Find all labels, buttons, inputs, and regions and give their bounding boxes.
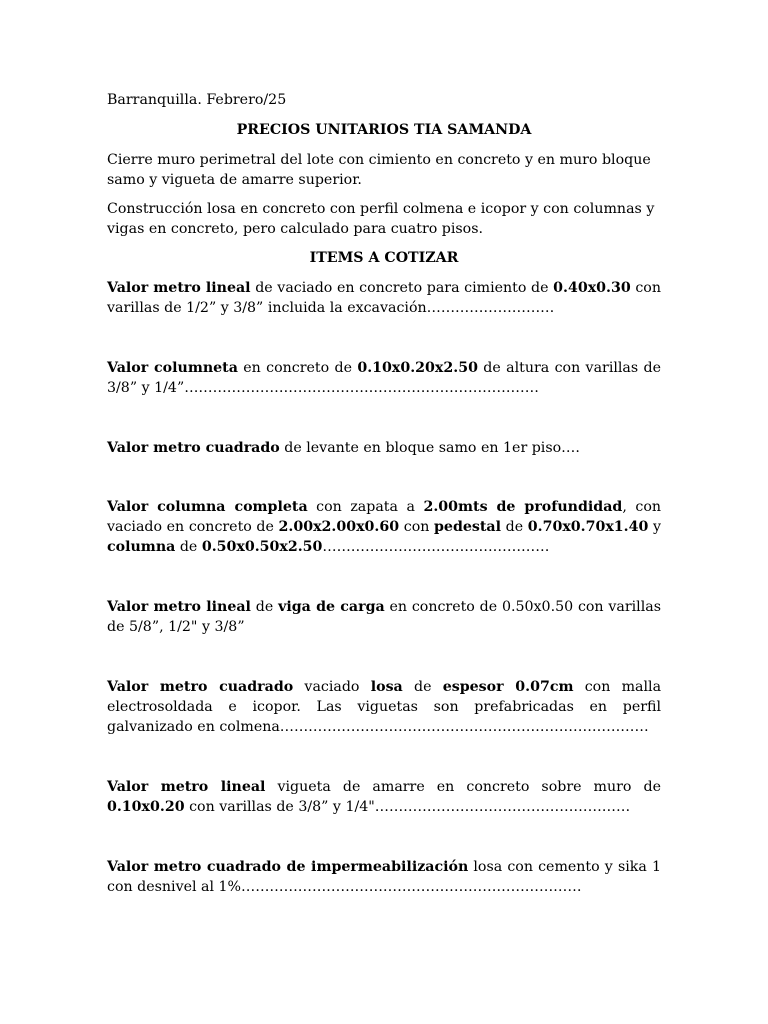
item-text: con varillas de 1/2” y 3/8” incluida la excavación……………………… [107,280,661,316]
item-depth: 2.00mts de profundidad [423,499,623,515]
item-text: vaciado [293,679,371,695]
item-dimension: 0.70x0.70x1.40 [527,519,649,535]
item-text: de [175,539,202,555]
item-text: de levante en bloque samo en 1er piso…. [279,440,580,456]
item-cimiento [107,278,661,318]
item-text: vigueta de amarre en concreto sobre muro de [265,779,662,795]
item-keyword: espesor 0.07cm [442,679,574,695]
date-line: Barranquilla. Febrero/25 [107,92,287,108]
item-keyword: columna [107,539,176,555]
item-text: en concreto de 0.50x0.50 con varillas de 5/8”, 1/2" y 3/8” [107,599,661,635]
item-keyword: losa [370,679,403,695]
item-label: Valor metro lineal [107,280,251,296]
item-label: Valor metro lineal [107,779,266,795]
item-dimension: 0.50x0.50x2.50 [201,539,323,555]
item-text: , con vaciado en concreto de [107,499,661,535]
item-text: y [648,519,661,535]
item-text: de [501,519,528,535]
item-keyword: pedestal [434,519,502,535]
item-dimension: 0.10x0.20 [107,799,185,815]
items-title: ITEMS A COTIZAR [309,250,459,266]
item-text: ………………………………………… [322,539,550,555]
item-label: Valor metro cuadrado [107,679,294,695]
item-text: con zapata a [307,499,424,515]
item-text: con malla electrosoldada e icopor. Las viguetas son prefabricadas en perfil galvanizado en colmena…………………………………………………………………… [107,679,662,735]
item-label: Valor metro cuadrado [107,440,280,456]
item-label: Valor metro cuadrado de impermeabilización [107,859,469,875]
intro-paragraph-1: Cierre muro perimetral del lote con cimiento en concreto y en muro bloque samo y vigueta de amarre superior. [107,152,651,188]
item-text: con [399,519,434,535]
item-text: con varillas de 3/8” y 1/4"……………………………………………… [184,799,631,815]
item-label: Valor columna completa [107,499,308,515]
item-losa [107,677,661,737]
item-dimension: 2.00x2.00x0.60 [278,519,400,535]
item-keyword: viga de carga [278,599,385,615]
item-text: de altura con varillas de 3/8” y 1/4”………………………………………………………………… [107,360,661,396]
item-text: de [250,599,279,615]
item-label: Valor columneta [107,360,238,376]
item-dimension: 0.10x0.20x2.50 [357,360,478,376]
item-dimension: 0.40x0.30 [553,280,631,296]
item-text: de [402,679,443,695]
document-title: PRECIOS UNITARIOS TIA SAMANDA [236,122,532,138]
item-text: en concreto de [237,360,358,376]
item-viga-carga [107,597,661,637]
item-text: de vaciado en concreto para cimiento de [250,280,554,296]
item-levante-bloque [107,438,661,458]
item-vigueta-amarre [107,777,661,817]
intro-paragraph-2: Construcción losa en concreto con perfil colmena e icopor y con columnas y vigas en concreto, pero calculado para cuatro pisos. [107,201,655,237]
item-columna-completa [107,497,661,557]
item-impermeabilizacion [107,857,661,897]
item-label: Valor metro lineal [107,599,251,615]
document-page [107,90,661,937]
item-text: losa con cemento y sika 1 con desnivel al 1%……………………………………………………………… [107,859,661,895]
item-columneta [107,358,661,398]
